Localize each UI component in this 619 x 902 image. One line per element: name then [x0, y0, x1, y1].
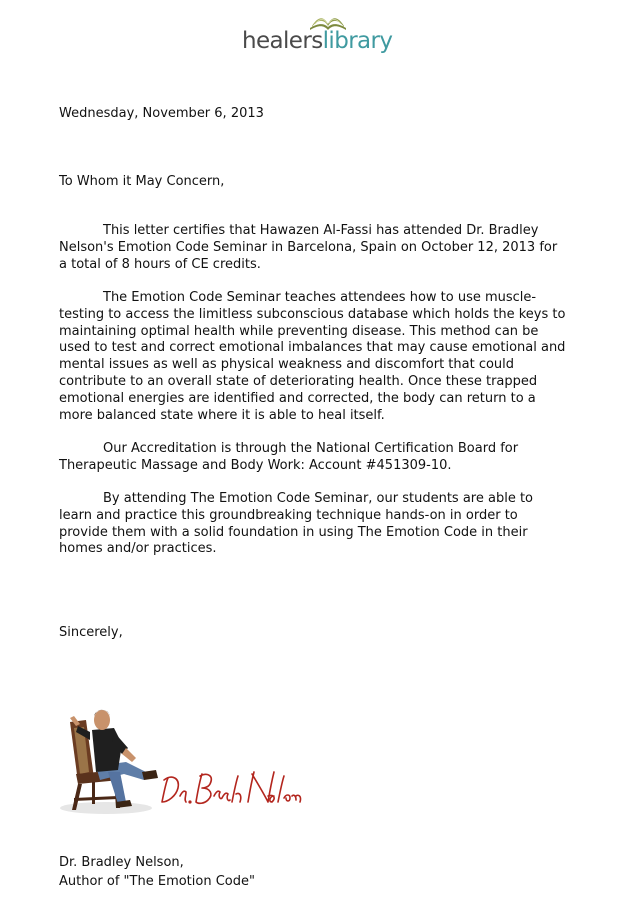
- signer-name: Dr. Bradley Nelson,: [59, 855, 184, 870]
- letter-paragraph: Our Accreditation is through the National Certification Board for Therapeutic Massage and Body Work: Account #451309-10.: [59, 441, 519, 473]
- healers-library-logo: [242, 10, 393, 58]
- logo-wordmark-healers: healers: [242, 28, 323, 54]
- letter-paragraph: This letter certifies that Hawazen Al-Fassi has attended Dr. Bradley Nelson's Emotion Code Seminar in Barcelona, Spain on October 12, 2013 for a total of 8 hours of CE credits.: [59, 223, 558, 272]
- letter-date: Wednesday, November 6, 2013: [59, 106, 264, 121]
- logo-wordmark-library: library: [322, 28, 393, 54]
- letter-closing: Sincerely,: [59, 625, 123, 640]
- letter-paragraph: By attending The Emotion Code Seminar, our students are able to learn and practice this groundbreaking technique hands-on in order to provide them with a solid foundation in using The Emotion Code in their homes and/or practices.: [59, 491, 533, 557]
- letter-salutation: To Whom it May Concern,: [59, 174, 225, 189]
- logo-wordmark: [242, 26, 392, 56]
- signer-title: Author of "The Emotion Code": [59, 874, 255, 889]
- letter-paragraph: The Emotion Code Seminar teaches attendees how to use muscle-testing to access the limitless subconscious database which holds the keys to maintaining optimal health while preventing disease. This method can be used to test and correct emotional imbalances that may cause emotional and mental issues as well as physical weakness and discomfort that could contribute to an overall state of deteriorating health. Once these trapped emotional energies are identified and corrected, the body can return to a more balanced state where it is able to heal itself.: [59, 290, 566, 423]
- signature-block: [56, 700, 316, 820]
- handwritten-signature: [156, 762, 306, 810]
